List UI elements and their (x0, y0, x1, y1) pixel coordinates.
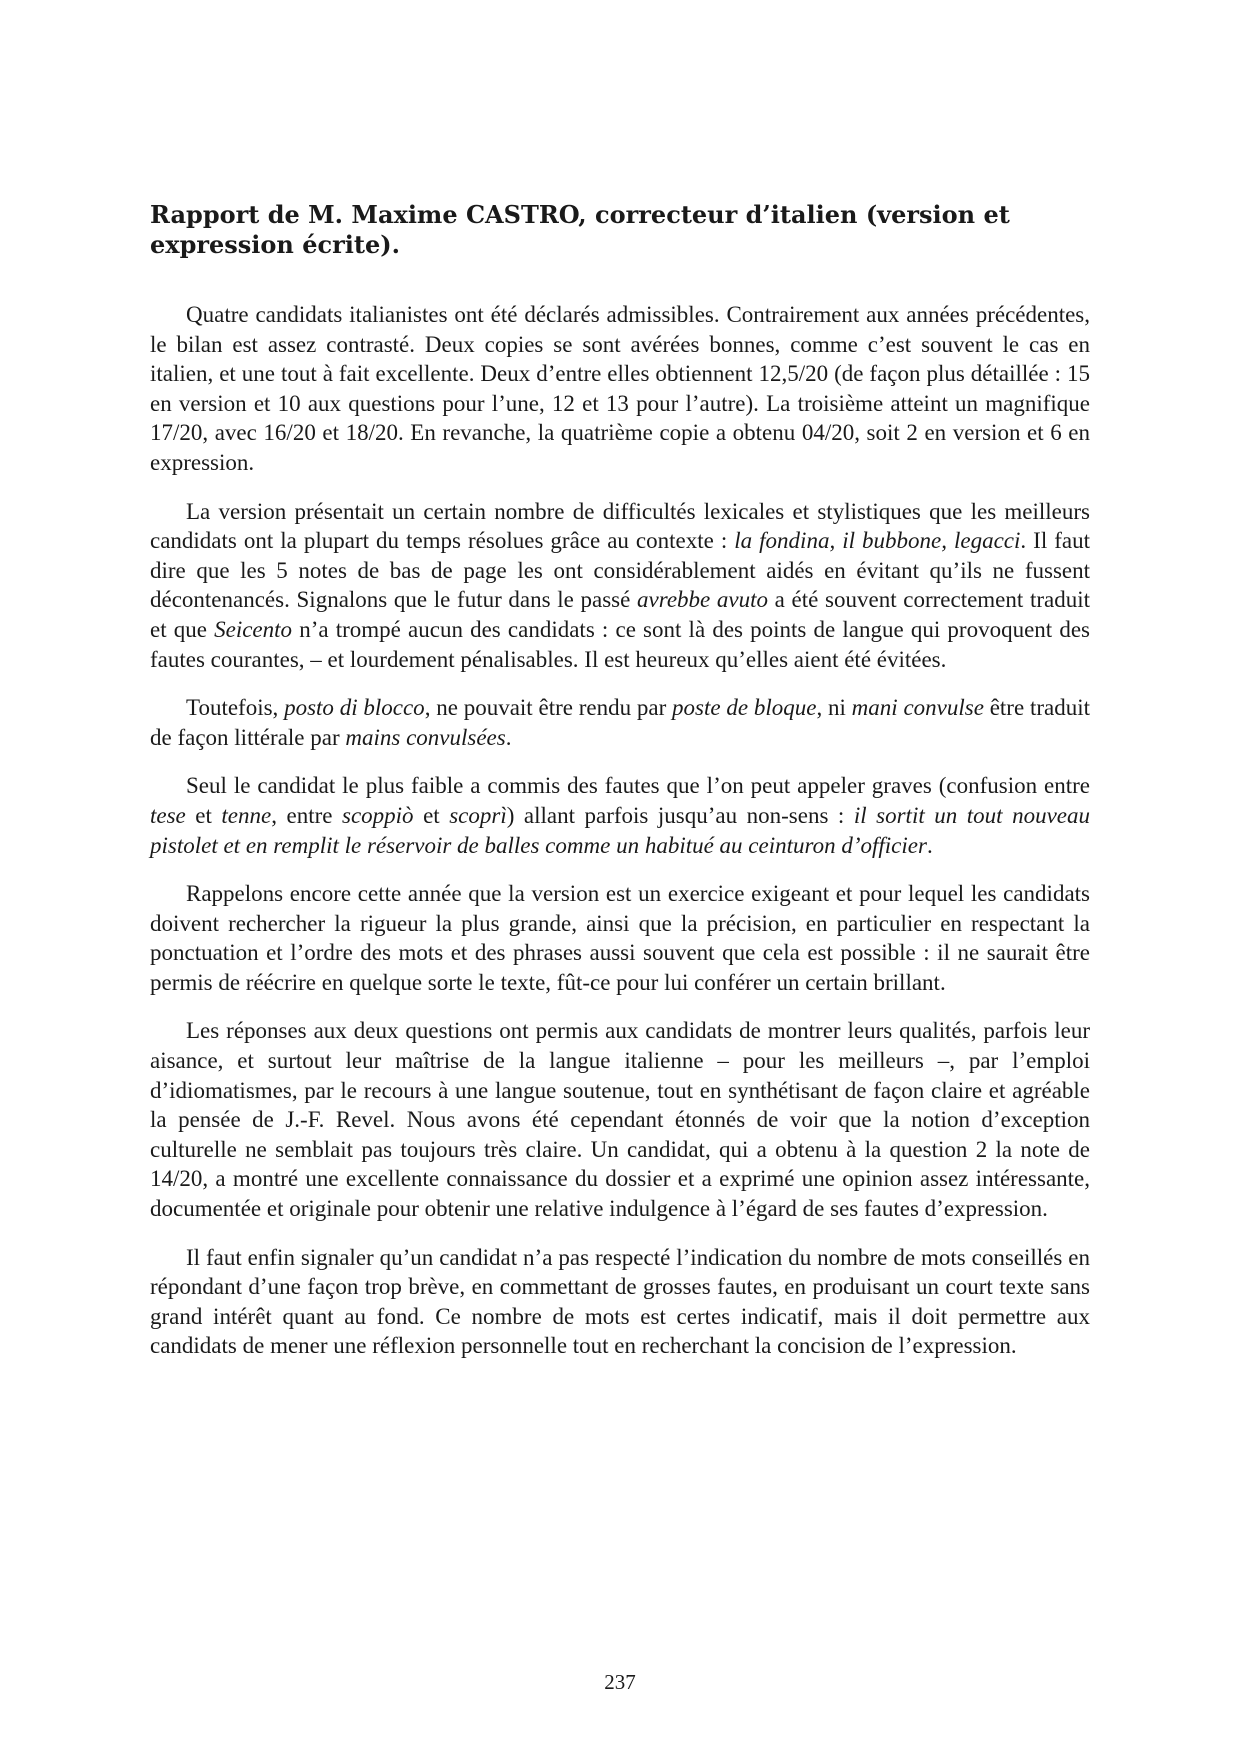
italic-phrase: scoppiò (342, 802, 414, 828)
text-run: . Il faut dire que les 5 notes de bas de page les ont considérablement aidés en évitant qu’ils ne fussent décontenancés. Signalons que le futur dans le passé (150, 528, 1090, 613)
text-run: La version présentait un certain nombre de difficultés lexicales et stylistiques que les meilleurs candidats ont la plupart du temps résolues grâce au contexte : (150, 498, 1090, 554)
paragraph (150, 497, 1090, 675)
paragraph-list (150, 300, 1090, 1361)
italic-phrase: scoprì (449, 802, 507, 828)
italic-phrase: poste de bloque (672, 695, 817, 721)
report-body (150, 200, 1090, 1380)
paragraph (150, 879, 1090, 997)
paragraph (150, 1243, 1090, 1361)
italic-phrase: Seicento (214, 616, 293, 642)
italic-phrase: posto di blocco (284, 695, 425, 721)
text-run: n’a trompé aucun des candidats : ce sont là des points de langue qui provoquent des fautes courantes, – et lourdement pénalisables. Il est heureux qu’elles aient été évitées. (150, 616, 1090, 672)
italic-phrase: il sortit un tout nouveau pistolet et en remplit le réservoir de balles comme un habitué au ceinturon d’officier (150, 802, 1090, 858)
text-run: . (505, 724, 512, 750)
text-run: Il faut enfin signaler qu’un candidat n’a pas respecté l’indication du nombre de mots conseillés en répondant d’une façon trop brève, en commettant de grosses fautes, en produisant un court texte sans grand intérêt quant au fond. Ce nombre de mots est certes indicatif, mais il doit permettre aux candidats de mener une réflexion personnelle tout en recherchant la concision de l’expression. (150, 1244, 1090, 1359)
text-run: être traduit de façon littérale par (150, 695, 1090, 750)
page-number: 237 (604, 1670, 636, 1694)
text-run: a été souvent correctement traduit et que (150, 587, 1090, 642)
text-run: , ni (816, 695, 852, 721)
text-run: , entre (271, 802, 342, 828)
text-run: ) allant parfois jusqu’au non-sens : (506, 802, 854, 828)
italic-phrase: mani convulse (851, 695, 984, 721)
text-run: , ne pouvait être rendu par (424, 695, 673, 721)
italic-phrase: avrebbe avuto (637, 587, 769, 613)
paragraph (150, 771, 1090, 860)
text-run: et (185, 802, 222, 828)
italic-phrase: tese (150, 802, 186, 828)
text-run: Rappelons encore cette année que la version est un exercice exigeant et pour lequel les candidats doivent rechercher la rigueur la plus grande, ainsi que la précision, en particulier en respectant la ponctuation et l’ordre des mots et des phrases aussi souvent que cela est possible : il ne saurait être permis de réécrire en quelque sorte le texte, fût-ce pour lui conférer un certain brillant. (150, 881, 1090, 995)
italic-phrase: tenne (221, 802, 272, 828)
text-run: Toutefois, (186, 695, 285, 721)
text-run: Seul le candidat le plus faible a commis des fautes que l’on peut appeler graves (confusion entre (186, 773, 1090, 799)
report-title: Rapport de M. Maxime CASTRO, correcteur d’italien (version et expression écrite). (150, 200, 1010, 259)
paragraph (150, 693, 1090, 752)
paragraph (150, 300, 1090, 478)
italic-phrase: mains convulsées (345, 724, 506, 750)
italic-phrase: la fondina, il bubbone, legacci (734, 528, 1021, 554)
text-run: Quatre candidats italianistes ont été déclarés admissibles. Contrairement aux années précédentes, le bilan est assez contrasté. Deux copies se sont avérées bonnes, comme c’est souvent le cas en italien, et une tout à fait excellente. Deux d’entre elles obtiennent 12,5/20 (de façon plus détaillée : 15 en version et 10 aux questions pour l’une, 12 et 13 pour l’autre). La troisième atteint un magnifique 17/20, avec 16/20 et 18/20. En revanche, la quatrième copie a obtenu 04/20, soit 2 en version et 6 en expression. (150, 302, 1090, 475)
text-run: . (926, 832, 933, 858)
text-run: et (413, 802, 450, 828)
text-run: Les réponses aux deux questions ont permis aux candidats de montrer leurs qualités, parfois leur aisance, et surtout leur maîtrise de la langue italienne – pour les meilleurs –, par l’emploi d’idiomatismes, par le recours à une langue soutenue, tout en synthétisant de façon claire et agréable la pensée de J.-F. Revel. Nous avons été cependant étonnés de voir que la notion d’exception culturelle ne semblait pas toujours très claire. Un candidat, qui a obtenu à la question 2 la note de 14/20, a montré une excellente connaissance du dossier et a exprimé une opinion assez intéressante, documentée et originale pour obtenir une relative indulgence à l’égard de ses fautes d’expression. (150, 1018, 1090, 1222)
paragraph (150, 1016, 1090, 1223)
